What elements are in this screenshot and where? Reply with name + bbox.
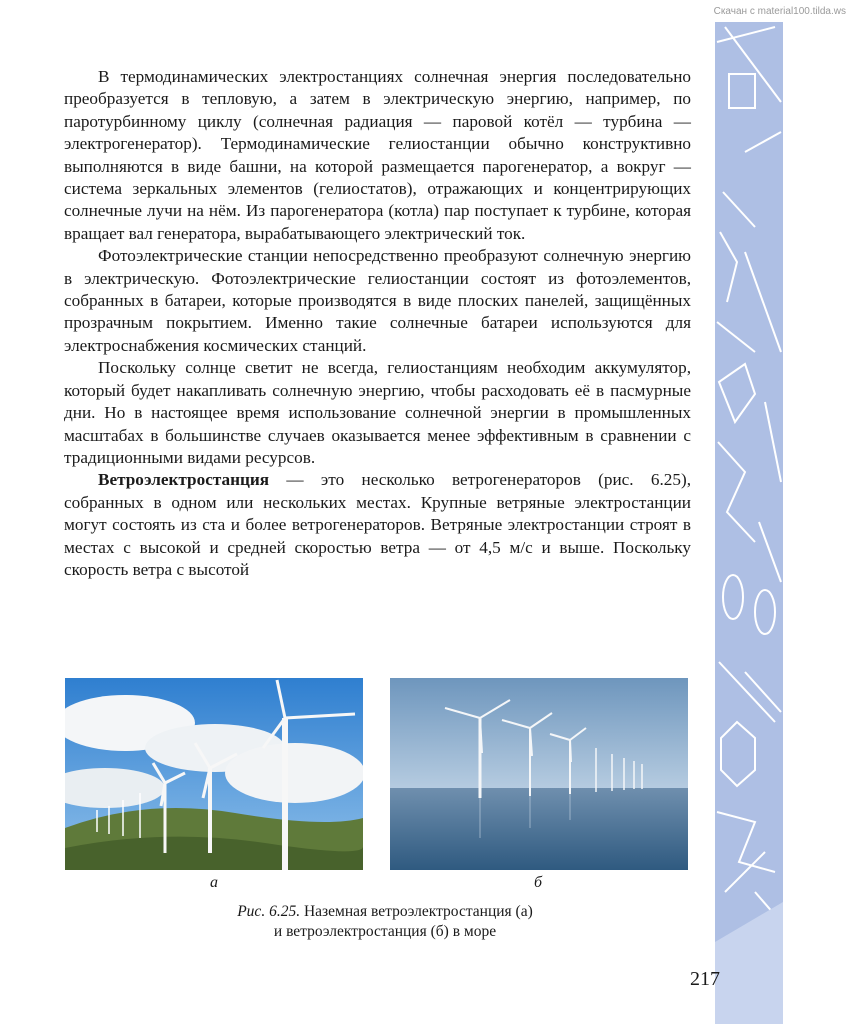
wind-definition: — это несколько ветрогенераторов (рис. 6.25), собранных в одном или нескольких местах. Крупные ветряные электростанции могут состоять из ста и более ветрогенераторов. Ветряные электростанции строят в местах с высокой и средней скоростью ветра — от 4,5 м/с и выше. Поскольку скорость ветра с высотой — [64, 470, 691, 579]
photo-onshore-wind-farm — [65, 678, 363, 870]
figure-label-a: а — [210, 874, 218, 891]
figure-number: Рис. 6.25. — [237, 903, 301, 920]
page-number: 217 — [690, 968, 720, 990]
figure-caption — [150, 902, 620, 942]
figure-label-b: б — [534, 874, 543, 891]
caption-line-1: Наземная ветроэлектростанция (а) — [300, 903, 533, 920]
caption-line-2: и ветроэлектростанция (б) в море — [273, 923, 497, 940]
photo-offshore-wind-farm — [390, 678, 688, 870]
paragraph-wind — [64, 469, 691, 581]
paragraph-thermodynamic: В термодинамических электростанциях солнечная энергия последовательно преобразуется в тепловую, а затем в электрическую энергию, например, по паротурбинному циклу (солнечная радиация — паровой котёл — турбина — электрогенератор). Термодинамические гелиостанции обычно конструктивно выполняются в виде башни, на которой размещается парогенератор, а вокруг — система зеркальных элементов (гелиостатов), отражающих и концентрирующих солнечные лучи на нём. Из парогенератора (котла) пар поступает к турбине, которая вращает вал генератора, вырабатывающего электрический ток. — [64, 67, 691, 243]
decorative-side-band — [715, 22, 783, 1024]
term-wind-station: Ветроэлектростанция — [98, 470, 270, 490]
paragraph-photoelectric: Фотоэлектрические станции непосредственно преобразуют солнечную энергию в электрическую. Фотоэлектрические гелиостанции состоят из фотоэлементов, собранных в батареи, которые производятся в виде плоских панелей, защищённых прозрачным покрытием. Именно такие солнечные батареи используются для электроснабжения космических станций. — [64, 246, 691, 355]
main-text — [64, 66, 691, 581]
paragraph-accumulator: Поскольку солнце светит не всегда, гелиостанциям необходим аккумулятор, который будет накапливать солнечную энергию, чтобы расходовать её в пасмурные дни. Но в настоящее время использование солнечной энергии в промышленных масштабах в большинстве случаев оказывается менее эффективным в сравнении с традиционными видами ресурсов. — [64, 358, 691, 467]
watermark: Скачан с material100.tilda.ws — [713, 6, 846, 17]
